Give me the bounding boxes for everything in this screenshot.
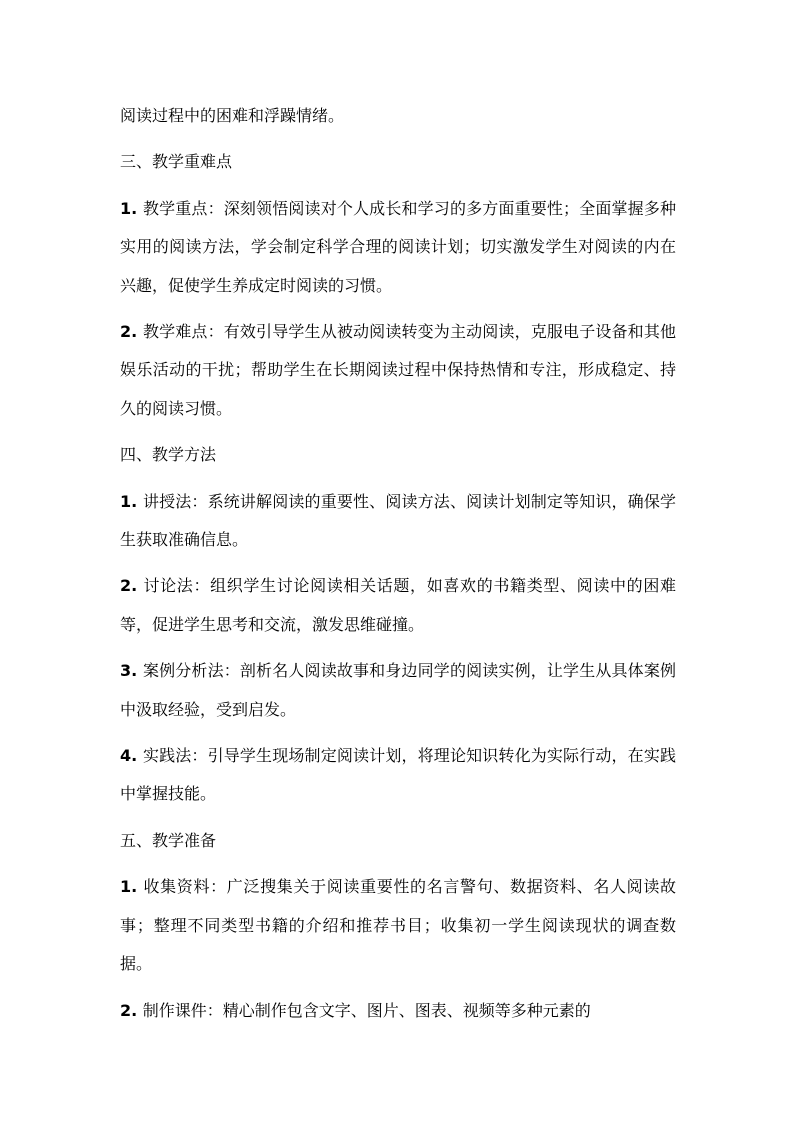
section-heading: 三、教学重难点: [120, 152, 233, 172]
section-heading: 五、教学准备: [120, 830, 217, 850]
list-item: [120, 483, 676, 560]
list-item: [120, 652, 676, 729]
item-number: 2.: [120, 576, 144, 596]
section-heading: 四、教学方法: [120, 445, 217, 465]
item-number: 3.: [120, 661, 143, 681]
item-text: 制作课件：精心制作包含文字、图片、图表、视频等多种元素的: [142, 1000, 591, 1020]
item-text: 实践法：引导学生现场制定阅读计划，将理论知识转化为实际行动，在实践中掌握技能。: [120, 746, 676, 804]
item-number: 1.: [120, 877, 144, 897]
item-text: 收集资料：广泛搜集关于阅读重要性的名言警句、数据资料、名人阅读故事；整理不同类型书籍的介绍和推荐书目；收集初一学生阅读现状的调查数据。: [120, 877, 676, 974]
item-number: 2.: [120, 1000, 143, 1020]
item-number: 4.: [120, 746, 143, 766]
item-text: 讨论法：组织学生讨论阅读相关话题，如喜欢的书籍类型、阅读中的困难等，促进学生思考和交流，激发思维碰撞。: [120, 576, 676, 634]
item-number: 2.: [120, 322, 143, 342]
intro-paragraph-tail: 阅读过程中的困难和浮躁情绪。: [120, 106, 345, 125]
document-body: [120, 97, 676, 1030]
list-item: [120, 992, 676, 1030]
item-text: 案例分析法：剖析名人阅读故事和身边同学的阅读实例，让学生从具体案例中汲取经验，受到启发。: [120, 661, 676, 719]
item-number: 1.: [120, 491, 143, 511]
list-item: [120, 567, 676, 644]
item-number: 1.: [120, 198, 143, 218]
item-text: 教学重点：深刻领悟阅读对个人成长和学习的多方面重要性；全面掌握多种实用的阅读方法，学会制定科学合理的阅读计划；切实激发学生对阅读的内在兴趣，促使学生养成定时阅读的习惯。: [120, 198, 676, 295]
item-text: 讲授法：系统讲解阅读的重要性、阅读方法、阅读计划制定等知识，确保学生获取准确信息。: [120, 491, 676, 550]
list-item: [120, 313, 676, 428]
list-item: [120, 737, 676, 814]
list-item: [120, 868, 676, 983]
item-text: 教学难点：有效引导学生从被动阅读转变为主动阅读，克服电子设备和其他娱乐活动的干扰；帮助学生在长期阅读过程中保持热情和专注，形成稳定、持久的阅读习惯。: [120, 322, 676, 418]
list-item: [120, 190, 676, 305]
